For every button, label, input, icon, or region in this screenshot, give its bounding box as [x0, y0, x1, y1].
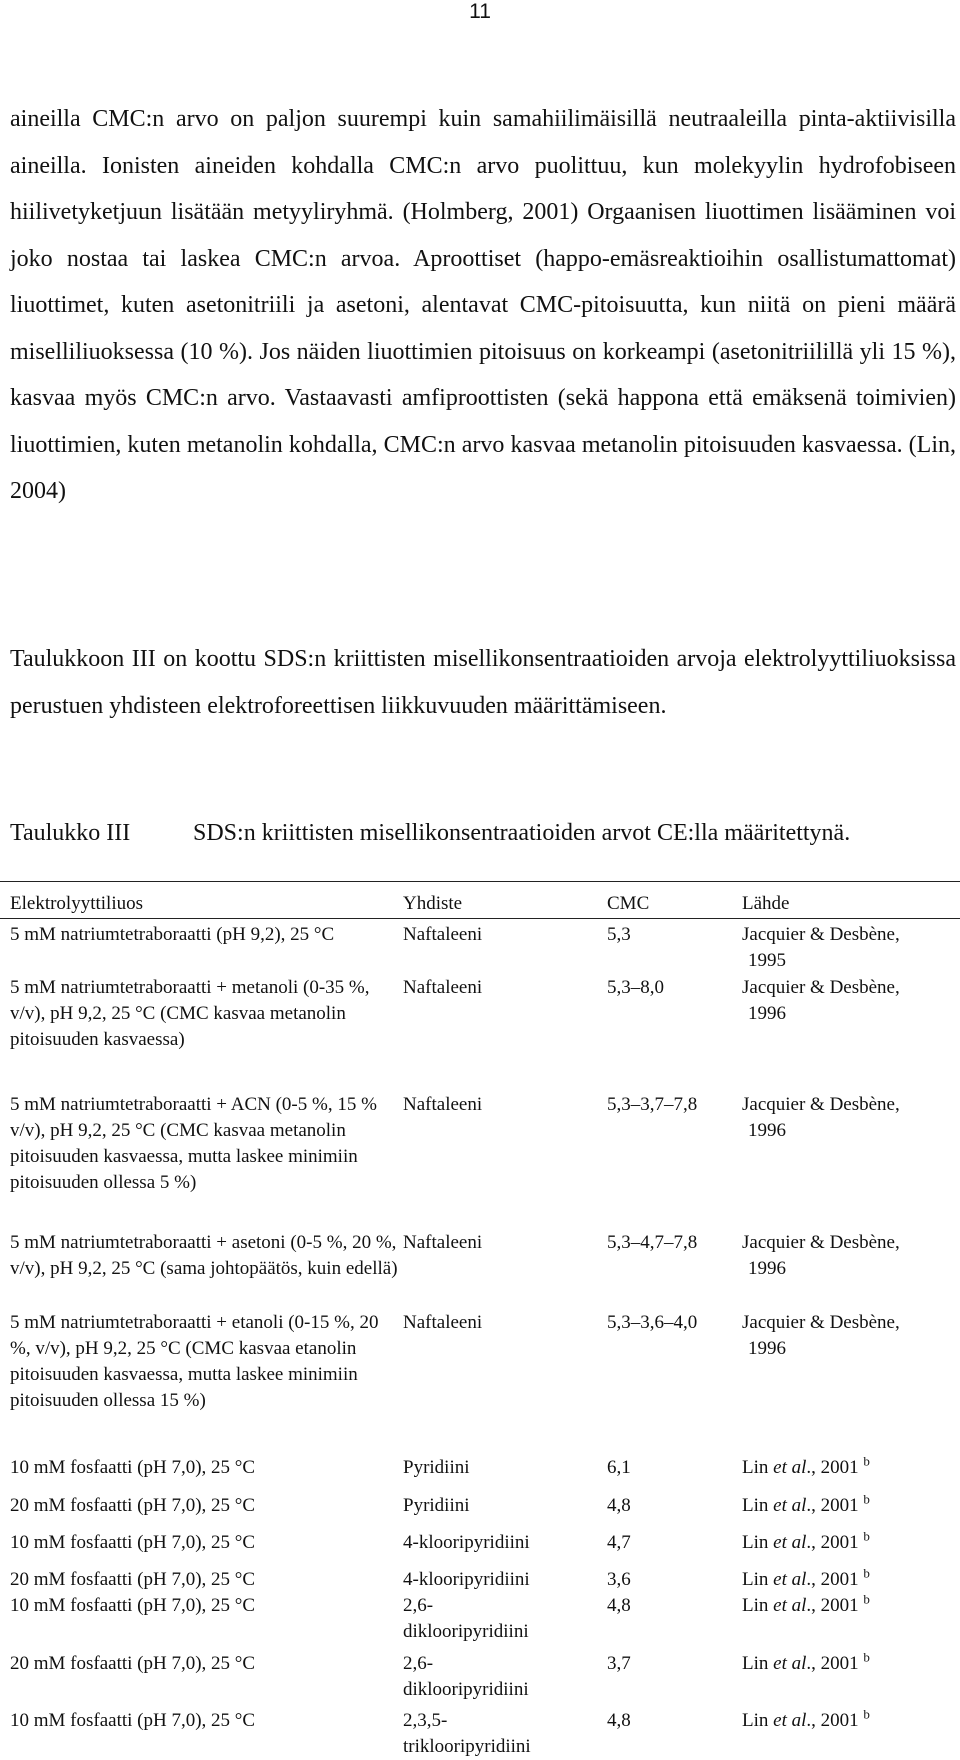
body-paragraph-1: aineilla CMC:n arvo on paljon suurempi kuin samahiilimäisillä neutraaleilla pinta-aktiivisilla aineilla. Ionisten aineiden kohdalla CMC:n arvo puolittuu, kun molekyylin hydrofobiseen hiilivetyketjuun lisätään metyyliryhmä. (Holmberg, 2001) Orgaanisen liuottimen lisääminen voi joko nostaa tai laskea CMC:n arvoa. Aproottiset (happo-emäsreaktioihin osallistumattomat) liuottimet, kuten asetonitriili ja asetoni, alentavat CMC-pitoisuutta, kun niitä on pieni määrä miselliliuoksessa (10 %). Jos näiden liuottimien pitoisuus on korkeampi (asetonitriilillä yli 15 %), kasvaa myös CMC:n arvo. Vastaavasti amfiproottisten (sekä happona että emäksenä toimivien) liuottimien, kuten metanolin kohdalla, CMC:n arvo kasvaa metanolin pitoisuuden kasvaessa. (Lin, 2004): [10, 106, 956, 504]
cell-source: [742, 922, 957, 974]
source-footnote: b: [863, 1706, 870, 1722]
cell-source: [742, 1493, 957, 1519]
cell-electrolyte: 5 mM natriumtetraboraatti + etanoli (0-15 %, 20 %, v/v), pH 9,2, 25 °C (CMC kasvaa etanolin pitoisuuden kasvaessa, mutta laskee minimiin pitoisuuden ollessa 15 %): [10, 1312, 379, 1411]
cell-compound: 4-klooripyridiini: [403, 1569, 530, 1590]
source-year: ., 2001: [806, 1569, 864, 1590]
cell-electrolyte: 20 mM fosfaatti (pH 7,0), 25 °C: [10, 1569, 256, 1590]
source-year: ., 2001: [806, 1457, 864, 1478]
header-compound: Yhdiste: [403, 893, 463, 914]
source-year: 1996: [748, 1258, 786, 1279]
cell-source: [742, 1230, 957, 1282]
cell-electrolyte: 5 mM natriumtetraboraatti + metanoli (0-35 %, v/v), pH 9,2, 25 °C (CMC kasvaa metanolin pitoisuuden kasvaessa): [10, 977, 370, 1050]
cell-source: [742, 1593, 957, 1619]
source-year: ., 2001: [806, 1653, 864, 1674]
cell-compound: Naftaleeni: [403, 924, 483, 945]
cell-cmc: 6,1: [607, 1457, 631, 1478]
source-footnote: b: [863, 1649, 870, 1665]
cell-source: [742, 1708, 957, 1734]
source-etal: et al: [773, 1710, 807, 1731]
source-authors: Jacquier & Desbène,: [742, 1094, 900, 1115]
source-etal: et al: [773, 1653, 807, 1674]
cell-electrolyte: 10 mM fosfaatti (pH 7,0), 25 °C: [10, 1532, 256, 1553]
source-footnote: b: [863, 1528, 870, 1544]
source-year: ., 2001: [806, 1495, 864, 1516]
cell-cmc: 4,8: [607, 1495, 631, 1516]
cell-compound: 2,6-diklooripyridiini: [403, 1653, 529, 1700]
cell-compound: 2,3,5-triklooripyridiini: [403, 1710, 531, 1757]
source-year: ., 2001: [806, 1710, 864, 1731]
cell-electrolyte: 10 mM fosfaatti (pH 7,0), 25 °C: [10, 1457, 256, 1478]
cell-cmc: 5,3–8,0: [607, 977, 664, 998]
source-author: Lin: [742, 1495, 774, 1516]
source-etal: et al: [773, 1532, 807, 1553]
source-year: 1996: [748, 1120, 786, 1141]
cell-electrolyte: 10 mM fosfaatti (pH 7,0), 25 °C: [10, 1595, 256, 1616]
cell-compound: Naftaleeni: [403, 977, 483, 998]
cell-compound: Naftaleeni: [403, 1232, 483, 1253]
table-top-rule: [0, 881, 960, 882]
source-etal: et al: [773, 1569, 807, 1590]
cell-electrolyte: 5 mM natriumtetraboraatti + asetoni (0-5 %, 20 %, v/v), pH 9,2, 25 °C (sama johtopäätös, kuin edellä): [10, 1232, 398, 1279]
source-footnote: b: [863, 1591, 870, 1607]
source-footnote: b: [863, 1565, 870, 1581]
header-electrolyte: Elektrolyyttiliuos: [10, 893, 143, 914]
cell-source: [742, 1310, 957, 1362]
cell-compound: 2,6-diklooripyridiini: [403, 1595, 529, 1642]
cell-electrolyte: 5 mM natriumtetraboraatti + ACN (0-5 %, 15 % v/v), pH 9,2, 25 °C (CMC kasvaa metanolin pitoisuuden kasvaessa, mutta laskee minimiin pitoisuuden ollessa 5 %): [10, 1094, 377, 1193]
source-footnote: b: [863, 1491, 870, 1507]
cell-cmc: 5,3–4,7–7,8: [607, 1232, 698, 1253]
cell-compound: Pyridiini: [403, 1495, 470, 1516]
cell-source: [742, 1567, 957, 1593]
source-authors: Jacquier & Desbène,: [742, 977, 900, 998]
cell-source: [742, 1092, 957, 1144]
source-etal: et al: [773, 1595, 807, 1616]
cell-compound: Naftaleeni: [403, 1312, 483, 1333]
header-cmc: CMC: [607, 893, 650, 914]
cell-compound: Naftaleeni: [403, 1094, 483, 1115]
header-source: Lähde: [742, 893, 790, 914]
cell-cmc: 5,3: [607, 924, 631, 945]
source-author: Lin: [742, 1532, 774, 1553]
source-authors: Jacquier & Desbène,: [742, 924, 900, 945]
source-author: Lin: [742, 1710, 774, 1731]
source-year: 1996: [748, 1003, 786, 1024]
cell-cmc: 4,8: [607, 1595, 631, 1616]
source-etal: et al: [773, 1495, 807, 1516]
source-author: Lin: [742, 1457, 774, 1478]
source-author: Lin: [742, 1653, 774, 1674]
table-caption-text: SDS:n kriittisten misellikonsentraatioiden arvot CE:lla määritettynä.: [193, 820, 851, 846]
source-author: Lin: [742, 1569, 774, 1590]
cell-cmc: 4,8: [607, 1710, 631, 1731]
body-paragraph-2: Taulukkoon III on koottu SDS:n kriittisten misellikonsentraatioiden arvoja elektrolyyttiliuoksissa perustuen yhdisteen elektroforeettisen liikkuvuuden määrittämiseen.: [10, 646, 956, 719]
cell-electrolyte: 20 mM fosfaatti (pH 7,0), 25 °C: [10, 1495, 256, 1516]
cell-electrolyte: 20 mM fosfaatti (pH 7,0), 25 °C: [10, 1653, 256, 1674]
cell-source: [742, 1651, 957, 1677]
cell-cmc: 5,3–3,6–4,0: [607, 1312, 698, 1333]
cell-electrolyte: 10 mM fosfaatti (pH 7,0), 25 °C: [10, 1710, 256, 1731]
cell-cmc: 3,7: [607, 1653, 631, 1674]
cell-cmc: 5,3–3,7–7,8: [607, 1094, 698, 1115]
table-label: Taulukko III: [10, 820, 131, 846]
cell-source: [742, 1530, 957, 1556]
source-year: ., 2001: [806, 1532, 864, 1553]
page-number: 11: [469, 0, 491, 23]
source-authors: Jacquier & Desbène,: [742, 1232, 900, 1253]
cell-electrolyte: 5 mM natriumtetraboraatti (pH 9,2), 25 °C: [10, 924, 335, 945]
source-year: 1996: [748, 1338, 786, 1359]
cell-cmc: 3,6: [607, 1569, 631, 1590]
source-etal: et al: [773, 1457, 807, 1478]
table-header-rule: [0, 918, 960, 919]
source-authors: Jacquier & Desbène,: [742, 1312, 900, 1333]
source-year: 1995: [748, 950, 786, 971]
cell-cmc: 4,7: [607, 1532, 631, 1553]
source-year: ., 2001: [806, 1595, 864, 1616]
cell-source: [742, 975, 957, 1027]
cell-compound: Pyridiini: [403, 1457, 470, 1478]
cell-compound: 4-klooripyridiini: [403, 1532, 530, 1553]
source-footnote: b: [863, 1453, 870, 1469]
cell-source: [742, 1455, 957, 1481]
source-author: Lin: [742, 1595, 774, 1616]
